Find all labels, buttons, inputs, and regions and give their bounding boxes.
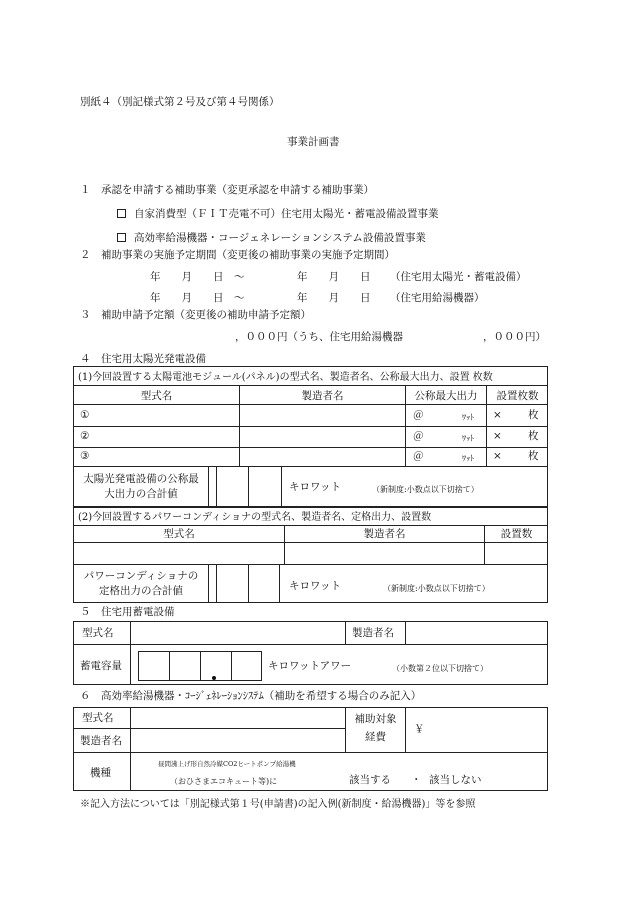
- footer-note: ※記入方法については「別記様式第１号(申請書)の記入例(新制度・給湯機器)」等を参照: [80, 799, 476, 810]
- header-output: 公称最大出力: [414, 390, 478, 402]
- checkbox-icon[interactable]: [117, 209, 126, 218]
- at-sign: ＠: [413, 430, 424, 442]
- heater-type-label: 機種: [90, 767, 111, 779]
- page-title: 事業計画書: [287, 136, 340, 148]
- divider: [405, 707, 406, 752]
- not-applies-option[interactable]: 該当しない: [429, 774, 482, 786]
- solar-total-label-1: 太陽光発電設備の公称最: [83, 473, 199, 485]
- section-3-heading: ３ 補助申請予定額（変更後の補助申請予定額）: [80, 309, 311, 321]
- option-separator: ・: [411, 774, 422, 786]
- divider: [248, 466, 249, 507]
- period-solar-dates[interactable]: 年 月 日 ～ 年 月 日: [150, 271, 371, 283]
- applies-option[interactable]: 該当する: [349, 774, 391, 786]
- divider: [73, 426, 548, 427]
- divider: [73, 404, 548, 405]
- checkbox-icon[interactable]: [117, 233, 126, 242]
- storage-model-label: 型式名: [82, 627, 114, 639]
- amount-heater[interactable]: ，０００円）: [483, 331, 546, 343]
- heater-model-label: 型式名: [82, 712, 114, 724]
- storage-maker-label: 製造者名: [352, 627, 394, 639]
- heater-cost-label-1: 補助対象: [354, 713, 397, 725]
- inverter-table-caption: (2)今回設置するパワーコンディショナの型式名、製造者名、定格出力、設置数: [78, 512, 432, 523]
- divider: [208, 466, 209, 507]
- section-4-heading: ４ 住宅用太陽光発電設備: [80, 353, 206, 365]
- at-sign: ＠: [413, 409, 424, 421]
- option-solar-label: 自家消費型（ＦＩＴ売電不可）住宅用太陽光・蓄電設備設置事業: [134, 208, 439, 220]
- sheet-unit: 枚: [528, 450, 539, 462]
- divider: [73, 542, 548, 543]
- divider: [73, 752, 548, 753]
- section-5-heading: ５ 住宅用蓄電設備: [80, 606, 175, 618]
- sheet-unit: 枚: [528, 409, 539, 421]
- inverter-total-note: （新制度:小数点以下切捨て）: [383, 584, 490, 593]
- solar-total-unit: キロワット: [289, 481, 341, 493]
- divider: [130, 621, 131, 685]
- module-table-caption: (1)今回設置する太陽電池モジュール(パネル)の型式名、製造者名、公称最大出力、設置 枚数: [78, 372, 493, 383]
- divider: [208, 564, 209, 603]
- storage-capacity-label: 蓄電容量: [80, 660, 122, 672]
- period-heater-dates[interactable]: 年 月 日 ～ 年 月 日: [150, 292, 371, 304]
- solar-total-label-2: 大出力の合計値: [104, 488, 178, 500]
- divider: [248, 564, 249, 603]
- divider: [73, 525, 548, 526]
- divider: [130, 707, 131, 791]
- header-count: 設置枚数: [496, 390, 539, 402]
- divider: [73, 447, 548, 448]
- divider: [231, 651, 232, 681]
- amount-total[interactable]: ，０００円（うち、住宅用給湯機器: [235, 331, 403, 343]
- storage-capacity-note: （小数第２位以下切捨て）: [392, 664, 488, 673]
- period-solar-note: （住宅用太陽光・蓄電設備）: [390, 271, 527, 283]
- divider: [169, 651, 170, 681]
- inverter-header-model: 型式名: [163, 528, 195, 540]
- divider: [345, 621, 346, 644]
- inverter-total-unit: キロワット: [289, 580, 341, 592]
- section-1-heading: １ 承認を申請する補助事業（変更承認を申請する補助事業）: [80, 184, 374, 196]
- divider: [405, 621, 406, 644]
- heater-type-line1: 昼間沸上げ形自然冷媒CO2ヒートポンプ給湯機: [158, 760, 296, 768]
- reference-label: 別紙４（別記様式第２号及び第４号関係）: [80, 96, 280, 108]
- watt-unit: ﾜｯﾄ: [462, 434, 474, 443]
- heater-type-line2: （おひさまエコキュート等)に: [170, 777, 278, 786]
- option-water-heater-label: 高効率給湯機器・コージェネレーションシステム設備設置事業: [134, 232, 426, 244]
- header-model: 型式名: [140, 390, 173, 402]
- inverter-total-label-1: パワーコンディショナの: [83, 570, 199, 582]
- sheet-unit: 枚: [528, 430, 539, 442]
- solar-total-note: （新制度:小数点以下切捨て）: [372, 485, 479, 494]
- row-number: ②: [80, 430, 90, 442]
- solar-total-digits[interactable]: [216, 466, 282, 507]
- section-6-heading: ６ 高効率給湯機器・ｺｰｼﾞｪﾈﾚｰｼｮﾝｼｽﾃﾑ（補助を希望する場合のみ記入）: [80, 690, 422, 702]
- divider: [200, 651, 201, 681]
- inverter-header-count: 設置数: [500, 528, 533, 540]
- divider: [73, 564, 548, 565]
- period-heater-note: （住宅用給湯機器）: [390, 292, 485, 304]
- times-sign: ×: [493, 450, 502, 462]
- times-sign: ×: [493, 430, 502, 442]
- inverter-total-label-2: 定格出力の合計値: [99, 585, 183, 597]
- divider: [73, 728, 345, 729]
- storage-capacity-unit: キロワットアワー: [268, 660, 352, 672]
- yen-sign: ￥: [414, 723, 425, 735]
- times-sign: ×: [493, 409, 502, 421]
- divider: [73, 644, 548, 645]
- heater-maker-label: 製造者名: [80, 735, 122, 747]
- option-water-heater[interactable]: [117, 232, 426, 245]
- watt-unit: ﾜｯﾄ: [462, 413, 474, 422]
- header-maker: 製造者名: [301, 390, 344, 402]
- option-solar[interactable]: [117, 208, 439, 221]
- watt-unit: ﾜｯﾄ: [462, 454, 474, 463]
- heater-cost-label-2: 経費: [365, 731, 386, 743]
- section-2-heading: ２ 補助事業の実施予定期間（変更後の補助事業の実施予定期間）: [80, 249, 395, 261]
- divider: [73, 466, 548, 467]
- decimal-point-icon: [212, 676, 216, 680]
- row-number: ①: [80, 409, 90, 421]
- row-number: ③: [80, 450, 90, 462]
- at-sign: ＠: [413, 450, 424, 462]
- inverter-header-maker: 製造者名: [363, 528, 406, 540]
- divider: [73, 385, 548, 386]
